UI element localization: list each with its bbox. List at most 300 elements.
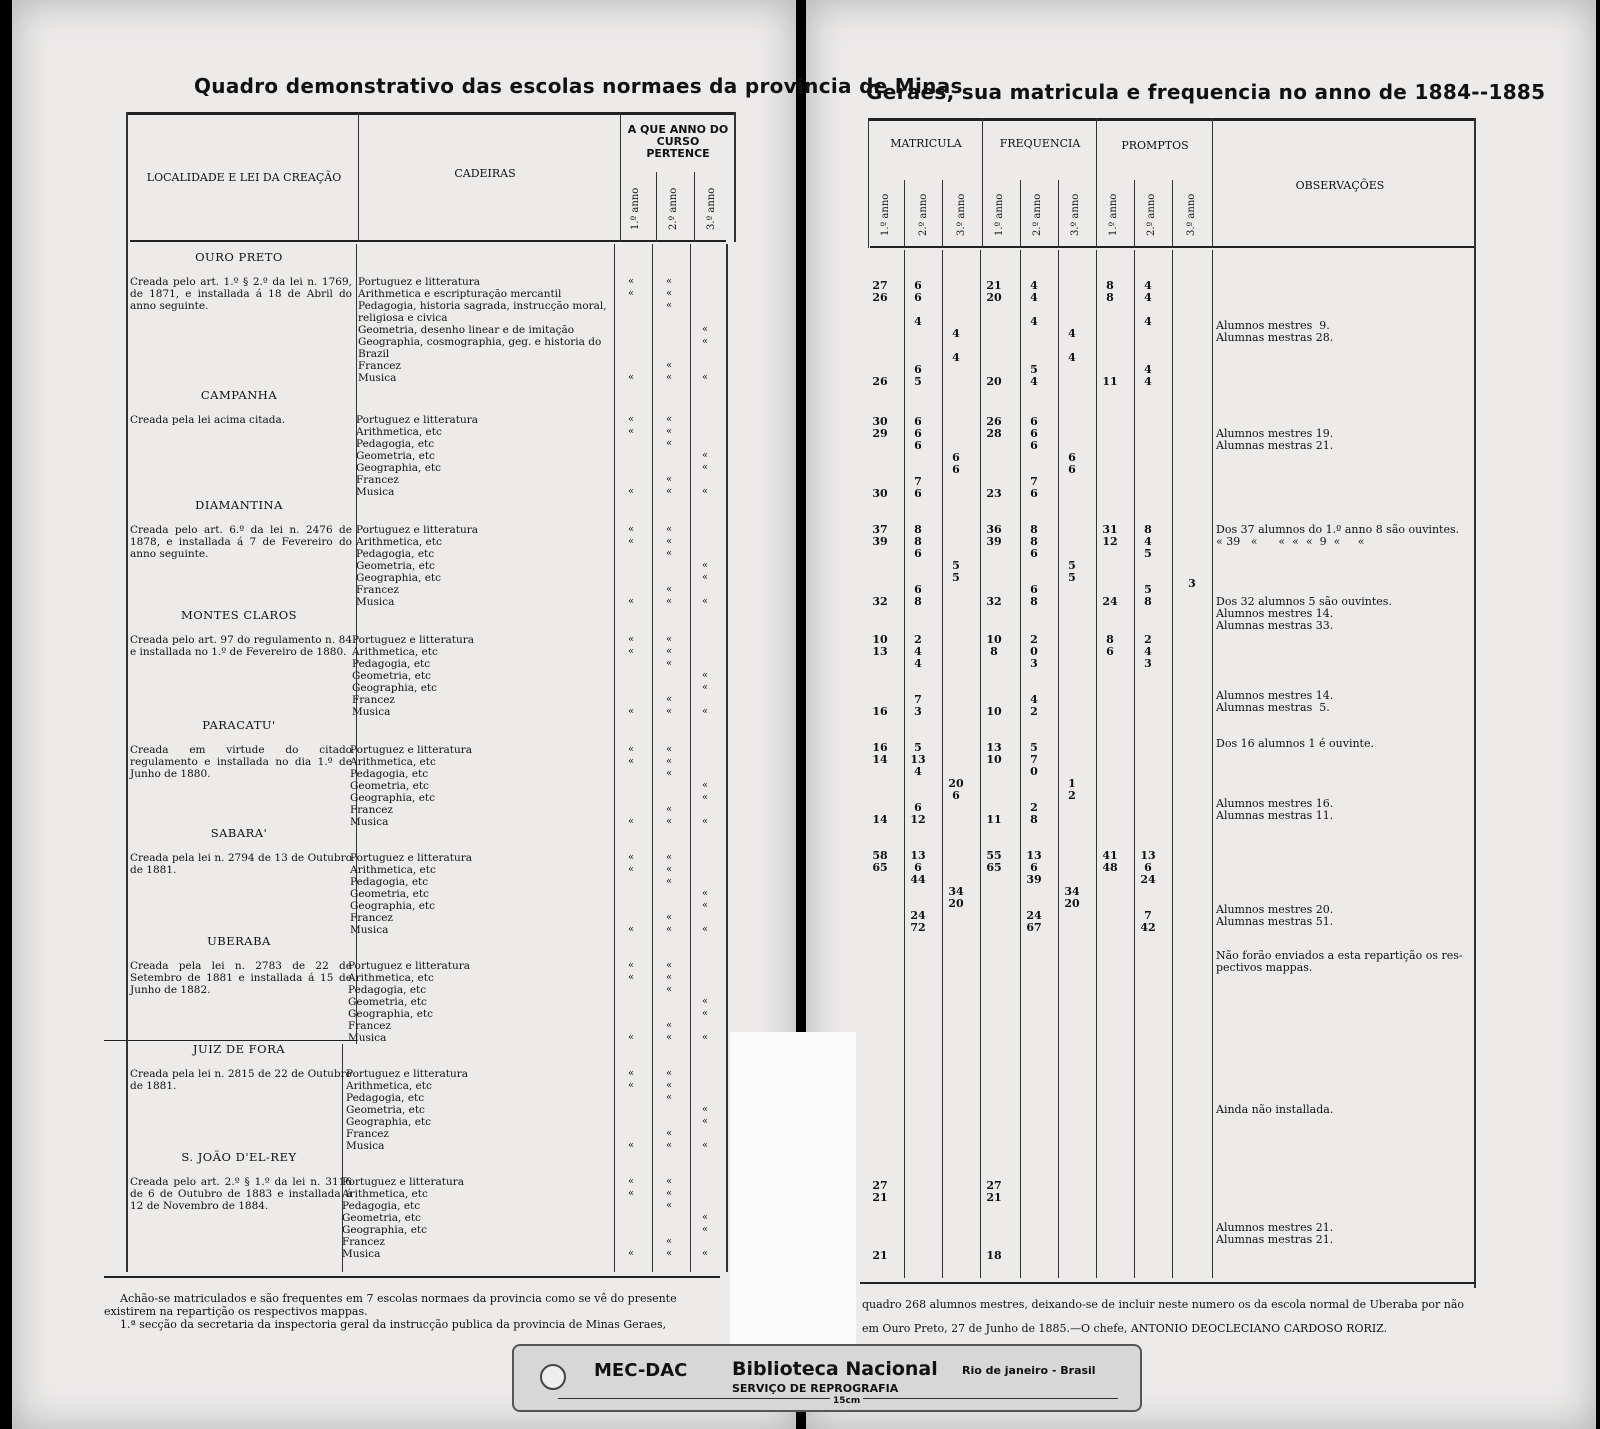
subject-label: Arithmetica, etc	[356, 426, 442, 438]
year-mark: «	[628, 852, 635, 863]
count-value: 2	[1030, 705, 1038, 718]
subject-label: Geometria, desenho linear e de imitação	[358, 324, 575, 336]
subject-label: Pedagogia, etc	[350, 876, 429, 888]
year-mark: «	[666, 864, 673, 875]
count-value: 8	[914, 535, 922, 548]
title-left: Quadro demonstrativo das escolas normaes da provincia de Minas	[194, 74, 963, 98]
count-value: 67	[1026, 921, 1042, 934]
observation: Alumnos mestres 20.	[1216, 903, 1334, 916]
count-value: 6	[1106, 645, 1114, 658]
year-mark: «	[628, 1068, 635, 1079]
year-mark: «	[628, 486, 635, 497]
year-mark: «	[702, 924, 709, 935]
subject-label: Portuguez e litteratura	[358, 276, 480, 288]
count-value: 39	[872, 535, 888, 548]
year-mark: «	[666, 360, 673, 371]
subject-label: Geometria, etc	[352, 670, 431, 682]
year-mark: «	[666, 852, 673, 863]
count-value: 11	[986, 813, 1002, 826]
count-value: 6	[914, 291, 922, 304]
count-value: 30	[872, 415, 888, 428]
count-value: 0	[1030, 645, 1038, 658]
subject-label: Geometria, etc	[356, 560, 435, 572]
count-value: 6	[952, 789, 960, 802]
year-mark: «	[702, 372, 709, 383]
subject-label: Portuguez e litteratura	[350, 744, 472, 756]
year-mark: «	[666, 276, 673, 287]
subject-label: Portuguez e litteratura	[356, 524, 478, 536]
count-value: 37	[872, 523, 888, 536]
count-value: 4	[1030, 693, 1038, 706]
school-name: S. JOÃO D'EL-REY	[181, 1150, 297, 1164]
count-value: 65	[986, 861, 1002, 874]
count-value: 7	[1030, 753, 1038, 766]
year-mark: «	[628, 414, 635, 425]
count-value: 21	[872, 1249, 888, 1262]
count-value: 58	[872, 849, 888, 862]
subject-label: Geometria, etc	[348, 996, 427, 1008]
count-value: 2	[1030, 633, 1038, 646]
year-mark: «	[702, 1212, 709, 1223]
header-frequencia: FREQUENCIA	[999, 137, 1081, 150]
count-value: 16	[872, 741, 888, 754]
count-value: 18	[986, 1249, 1002, 1262]
footer-left-2: existirem na repartição os respectivos mappas.	[104, 1305, 368, 1318]
count-value: 41	[1102, 849, 1118, 862]
subject-label: Geographia, etc	[356, 462, 442, 474]
subject-label: Pedagogia, etc	[350, 768, 429, 780]
left-year2: 2.º anno	[668, 187, 679, 230]
subject-label: Arithmetica, etc	[348, 972, 434, 984]
count-value: 6	[914, 279, 922, 292]
count-value: 13	[872, 645, 888, 658]
school-creation: Creada pela lei n. 2815 de 22 de Outubro de 1881.	[130, 1068, 352, 1092]
count-value: 4	[1144, 535, 1152, 548]
count-value: 36	[986, 523, 1002, 536]
year-mark: «	[666, 1236, 673, 1247]
count-value: 39	[986, 535, 1002, 548]
count-value: 7	[914, 693, 922, 706]
observation: Dos 37 alumnos do 1.º anno 8 são ouvintes.	[1216, 523, 1460, 536]
header-matricula: MATRICULA	[890, 137, 962, 150]
count-value: 27	[872, 1179, 888, 1192]
count-value: 28	[986, 427, 1002, 440]
year-mark: «	[702, 888, 709, 899]
count-value: 21	[986, 1191, 1002, 1204]
year-mark: «	[702, 1116, 709, 1127]
subject-label: Francez	[352, 694, 395, 706]
observation: Alumnos mestres 16.	[1216, 797, 1334, 810]
count-value: 27	[872, 279, 888, 292]
left-year1: 1.º anno	[630, 187, 641, 230]
count-value: 5	[1144, 547, 1152, 560]
count-value: 6	[1144, 861, 1152, 874]
count-value: 13	[910, 849, 926, 862]
stamp-library: Biblioteca Nacional	[732, 1358, 938, 1380]
observation: Dos 16 alumnos 1 é ouvinte.	[1216, 737, 1374, 750]
year-mark: «	[666, 960, 673, 971]
count-value: 3	[1144, 657, 1152, 670]
subject-label: Francez	[350, 804, 393, 816]
year-mark: «	[628, 864, 635, 875]
count-value: 4	[1068, 327, 1076, 340]
count-value: 10	[986, 753, 1002, 766]
observation: Não forão enviados a esta repartição os res-	[1216, 949, 1463, 962]
count-value: 6	[1030, 583, 1038, 596]
observation: Alumnos mestres 19.	[1216, 427, 1334, 440]
mat-year3: 3.º anno	[956, 193, 967, 236]
count-value: 6	[914, 801, 922, 814]
count-value: 27	[986, 1179, 1002, 1192]
year-mark: «	[702, 450, 709, 461]
prompt-year3: 3.º anno	[1186, 193, 1197, 236]
count-value: 6	[952, 451, 960, 464]
year-mark: «	[628, 1248, 635, 1259]
year-mark: «	[702, 1104, 709, 1115]
subject-label: Pedagogia, etc	[346, 1092, 425, 1104]
count-value: 21	[986, 279, 1002, 292]
year-mark: «	[666, 1140, 673, 1151]
header-observacoes: OBSERVAÇÕES	[1295, 179, 1385, 192]
count-value: 48	[1102, 861, 1118, 874]
count-value: 5	[952, 571, 960, 584]
year-mark: «	[628, 288, 635, 299]
count-value: 13	[1026, 849, 1042, 862]
count-value: 4	[1144, 363, 1152, 376]
year-mark: «	[628, 744, 635, 755]
count-value: 6	[914, 439, 922, 452]
count-value: 5	[1144, 583, 1152, 596]
year-mark: «	[666, 1092, 673, 1103]
count-value: 23	[986, 487, 1002, 500]
subject-label: Arithmetica, etc	[342, 1188, 428, 1200]
subject-label: Musica	[356, 596, 395, 608]
count-value: 4	[1144, 315, 1152, 328]
left-year3: 3.º anno	[706, 187, 717, 230]
year-mark: «	[666, 438, 673, 449]
count-value: 24	[1140, 873, 1156, 886]
year-mark: «	[628, 1140, 635, 1151]
count-value: 7	[1030, 475, 1038, 488]
year-mark: «	[628, 924, 635, 935]
year-mark: «	[628, 1176, 635, 1187]
count-value: 4	[1030, 291, 1038, 304]
footer-left-3: 1.ª secção da secretaria da inspectoria geral da instrucção publica da provincia de Minas Geraes,	[120, 1318, 667, 1331]
count-value: 5	[1068, 571, 1076, 584]
count-value: 6	[914, 415, 922, 428]
count-value: 34	[948, 885, 964, 898]
year-mark: «	[702, 816, 709, 827]
count-value: 5	[952, 559, 960, 572]
count-value: 4	[914, 315, 922, 328]
observation: Alumnas mestras 21.	[1216, 439, 1334, 452]
count-value: 14	[872, 753, 888, 766]
year-mark: «	[666, 1176, 673, 1187]
year-mark: «	[666, 876, 673, 887]
count-value: 6	[1030, 415, 1038, 428]
count-value: 20	[948, 777, 964, 790]
subject-label: Geographia, etc	[352, 682, 438, 694]
school-name: MONTES CLAROS	[180, 608, 298, 622]
year-mark: «	[666, 486, 673, 497]
count-value: 6	[1030, 487, 1038, 500]
school-name: OURO PRETO	[195, 250, 283, 264]
count-value: 6	[1068, 451, 1076, 464]
subject-label: Musica	[350, 924, 389, 936]
count-value: 6	[914, 861, 922, 874]
count-value: 4	[914, 765, 922, 778]
stamp-org: MEC-DAC	[594, 1360, 688, 1381]
count-value: 6	[1068, 463, 1076, 476]
stamp-hole-icon	[540, 1364, 566, 1390]
school-name: UBERABA	[207, 934, 271, 948]
count-value: 21	[872, 1191, 888, 1204]
header-cadeiras: CADEIRAS	[454, 167, 516, 180]
title-right: Geraes, sua matricula e frequencia no anno de 1884--1885	[866, 80, 1546, 104]
year-mark: «	[702, 1224, 709, 1235]
year-mark: «	[666, 984, 673, 995]
year-mark: «	[628, 426, 635, 437]
count-value: 4	[1068, 351, 1076, 364]
subject-label: Arithmetica, etc	[350, 756, 436, 768]
count-value: 26	[872, 291, 888, 304]
observation: « 39 « « « « 9 « «	[1216, 535, 1365, 548]
count-value: 12	[910, 813, 926, 826]
year-mark: «	[628, 646, 635, 657]
observation: Ainda não installada.	[1216, 1103, 1334, 1116]
year-mark: «	[628, 596, 635, 607]
subject-label: religiosa e civica	[358, 312, 448, 324]
stamp-place: Rio de janeiro - Brasil	[962, 1364, 1096, 1377]
school-name: DIAMANTINA	[195, 498, 283, 512]
year-mark: «	[628, 706, 635, 717]
year-mark: «	[702, 706, 709, 717]
mat-year1: 1.º anno	[880, 193, 891, 236]
count-value: 8	[1030, 813, 1038, 826]
year-mark: «	[702, 596, 709, 607]
observation: Alumnas mestras 21.	[1216, 1233, 1334, 1246]
year-mark: «	[628, 1080, 635, 1091]
count-value: 39	[1026, 873, 1042, 886]
year-mark: «	[702, 1140, 709, 1151]
year-mark: «	[666, 372, 673, 383]
count-value: 7	[914, 475, 922, 488]
subject-label: Portuguez e litteratura	[356, 414, 478, 426]
subject-label: Musica	[348, 1032, 387, 1044]
subject-label: Geometria, etc	[342, 1212, 421, 1224]
observation: Alumnas mestras 33.	[1216, 619, 1334, 632]
subject-label: Geographia, etc	[356, 572, 442, 584]
count-value: 26	[872, 375, 888, 388]
count-value: 14	[872, 813, 888, 826]
observation: Alumnos mestres 9.	[1216, 319, 1330, 332]
count-value: 72	[910, 921, 926, 934]
count-value: 4	[1030, 375, 1038, 388]
count-value: 3	[1030, 657, 1038, 670]
subject-label: Geographia, etc	[346, 1116, 432, 1128]
year-mark: «	[702, 900, 709, 911]
count-value: 6	[1030, 547, 1038, 560]
year-mark: «	[666, 816, 673, 827]
count-value: 6	[914, 547, 922, 560]
count-value: 8	[1106, 279, 1114, 292]
observation: Alumnos mestres 14.	[1216, 689, 1334, 702]
count-value: 4	[1144, 645, 1152, 658]
year-mark: «	[666, 1188, 673, 1199]
school-creation: Creada pela lei n. 2794 de 13 de Outubro de 1881.	[130, 852, 352, 876]
count-value: 4	[1030, 315, 1038, 328]
subject-label: Brazil	[358, 348, 390, 360]
year-mark: «	[702, 486, 709, 497]
count-value: 0	[1030, 765, 1038, 778]
school-name: SABARA'	[210, 826, 268, 840]
subject-label: Francez	[350, 912, 393, 924]
prompt-year2: 2.º anno	[1146, 193, 1157, 236]
count-value: 8	[1030, 535, 1038, 548]
year-mark: «	[628, 816, 635, 827]
year-mark: «	[666, 426, 673, 437]
count-value: 5	[1030, 741, 1038, 754]
subject-label: Arithmetica, etc	[350, 864, 436, 876]
year-mark: «	[628, 524, 635, 535]
count-value: 2	[1030, 801, 1038, 814]
year-mark: «	[628, 960, 635, 971]
year-mark: «	[702, 462, 709, 473]
count-value: 11	[1102, 375, 1118, 388]
stamp-service: SERVIÇO DE REPROGRAFIA	[732, 1382, 899, 1395]
year-mark: «	[666, 924, 673, 935]
count-value: 4	[1030, 279, 1038, 292]
count-value: 4	[914, 645, 922, 658]
year-mark: «	[666, 300, 673, 311]
header-localidade: LOCALIDADE E LEI DA CREAÇÃO	[146, 171, 342, 184]
year-mark: «	[702, 572, 709, 583]
school-name: JUIZ DE FORA	[192, 1042, 286, 1056]
subject-label: Musica	[350, 816, 389, 828]
count-value: 4	[914, 657, 922, 670]
count-value: 6	[1030, 427, 1038, 440]
subject-label: Arithmetica, etc	[352, 646, 438, 658]
count-value: 24	[910, 909, 926, 922]
subject-label: Francez	[356, 474, 399, 486]
year-mark: «	[666, 912, 673, 923]
year-mark: «	[666, 1128, 673, 1139]
count-value: 1	[1068, 777, 1076, 790]
school-creation: Creada pela lei n. 2783 de 22 de Setembro de 1881 e installada á 15 de Junho de 1882.	[130, 960, 352, 996]
year-mark: «	[666, 548, 673, 559]
count-value: 6	[914, 487, 922, 500]
school-name: CAMPANHA	[200, 388, 278, 402]
footer-right-2: em Ouro Preto, 27 de Junho de 1885.—O chefe, ANTONIO DEOCLECIANO CARDOSO RORIZ.	[862, 1322, 1388, 1335]
year-mark: «	[702, 1248, 709, 1259]
year-mark: «	[702, 996, 709, 1007]
year-mark: «	[666, 1080, 673, 1091]
subject-label: Geometria, etc	[356, 450, 435, 462]
count-value: 4	[1144, 291, 1152, 304]
count-value: 6	[914, 363, 922, 376]
subject-label: Francez	[356, 584, 399, 596]
count-value: 10	[872, 633, 888, 646]
year-mark: «	[702, 682, 709, 693]
mat-year2: 2.º anno	[918, 193, 929, 236]
year-mark: «	[666, 658, 673, 669]
count-value: 24	[1102, 595, 1118, 608]
year-mark: «	[666, 524, 673, 535]
subject-label: Geographia, etc	[348, 1008, 434, 1020]
school-creation: Creada pelo art. 1.º § 2.º da lei n. 1769, de 1871, e installada á 18 de Abril do anno seguinte.	[130, 276, 352, 312]
subject-label: Musica	[346, 1140, 385, 1152]
year-mark: «	[666, 1068, 673, 1079]
year-mark: «	[628, 276, 635, 287]
year-mark: «	[628, 634, 635, 645]
subject-label: Geometria, etc	[350, 888, 429, 900]
year-mark: «	[702, 670, 709, 681]
subject-label: Geographia, cosmographia, geg. e historia do	[358, 336, 602, 348]
subject-label: Geometria, etc	[350, 780, 429, 792]
stamp-scale: 15cm	[830, 1396, 863, 1406]
count-value: 20	[986, 375, 1002, 388]
count-value: 8	[1144, 523, 1152, 536]
count-value: 8	[1106, 633, 1114, 646]
count-value: 6	[952, 463, 960, 476]
observation: pectivos mappas.	[1216, 961, 1313, 974]
count-value: 31	[1102, 523, 1118, 536]
count-value: 6	[914, 427, 922, 440]
count-value: 65	[872, 861, 888, 874]
school-creation: Creada pela lei acima citada.	[130, 414, 286, 426]
year-mark: «	[702, 1032, 709, 1043]
year-mark: «	[666, 536, 673, 547]
observation: Alumnos mestres 21.	[1216, 1221, 1334, 1234]
count-value: 2	[1144, 633, 1152, 646]
subject-label: Portuguez e litteratura	[346, 1068, 468, 1080]
subject-label: Geometria, etc	[346, 1104, 425, 1116]
year-mark: «	[666, 1032, 673, 1043]
year-mark: «	[666, 694, 673, 705]
count-value: 3	[1188, 577, 1196, 590]
count-value: 6	[914, 583, 922, 596]
count-value: 55	[986, 849, 1002, 862]
count-value: 10	[986, 633, 1002, 646]
year-mark: «	[628, 972, 635, 983]
count-value: 3	[914, 705, 922, 718]
year-mark: «	[666, 288, 673, 299]
year-mark: «	[702, 792, 709, 803]
observation: Dos 32 alumnos 5 são ouvintes.	[1216, 595, 1392, 608]
year-mark: «	[666, 972, 673, 983]
count-value: 8	[1106, 291, 1114, 304]
count-value: 20	[986, 291, 1002, 304]
year-mark: «	[628, 1188, 635, 1199]
count-value: 8	[990, 645, 998, 658]
year-mark: «	[702, 780, 709, 791]
year-mark: «	[702, 1008, 709, 1019]
count-value: 2	[1068, 789, 1076, 802]
year-mark: «	[666, 596, 673, 607]
year-mark: «	[666, 634, 673, 645]
count-value: 4	[1144, 279, 1152, 292]
subject-label: Pedagogia, etc	[356, 548, 435, 560]
blank-patch	[730, 1032, 856, 1350]
subject-label: Musica	[352, 706, 391, 718]
freq-year1: 1.º anno	[994, 193, 1005, 236]
count-value: 29	[872, 427, 888, 440]
school-creation: Creada em virtude do citado regulamento e installada no dia 1.º de Junho de 1880.	[130, 744, 352, 780]
year-mark: «	[666, 584, 673, 595]
count-value: 5	[1030, 363, 1038, 376]
footer-left-1: Achão-se matriculados e são frequentes em 7 escolas normaes da provincia como se vê do presente	[120, 1292, 677, 1305]
year-mark: «	[628, 372, 635, 383]
